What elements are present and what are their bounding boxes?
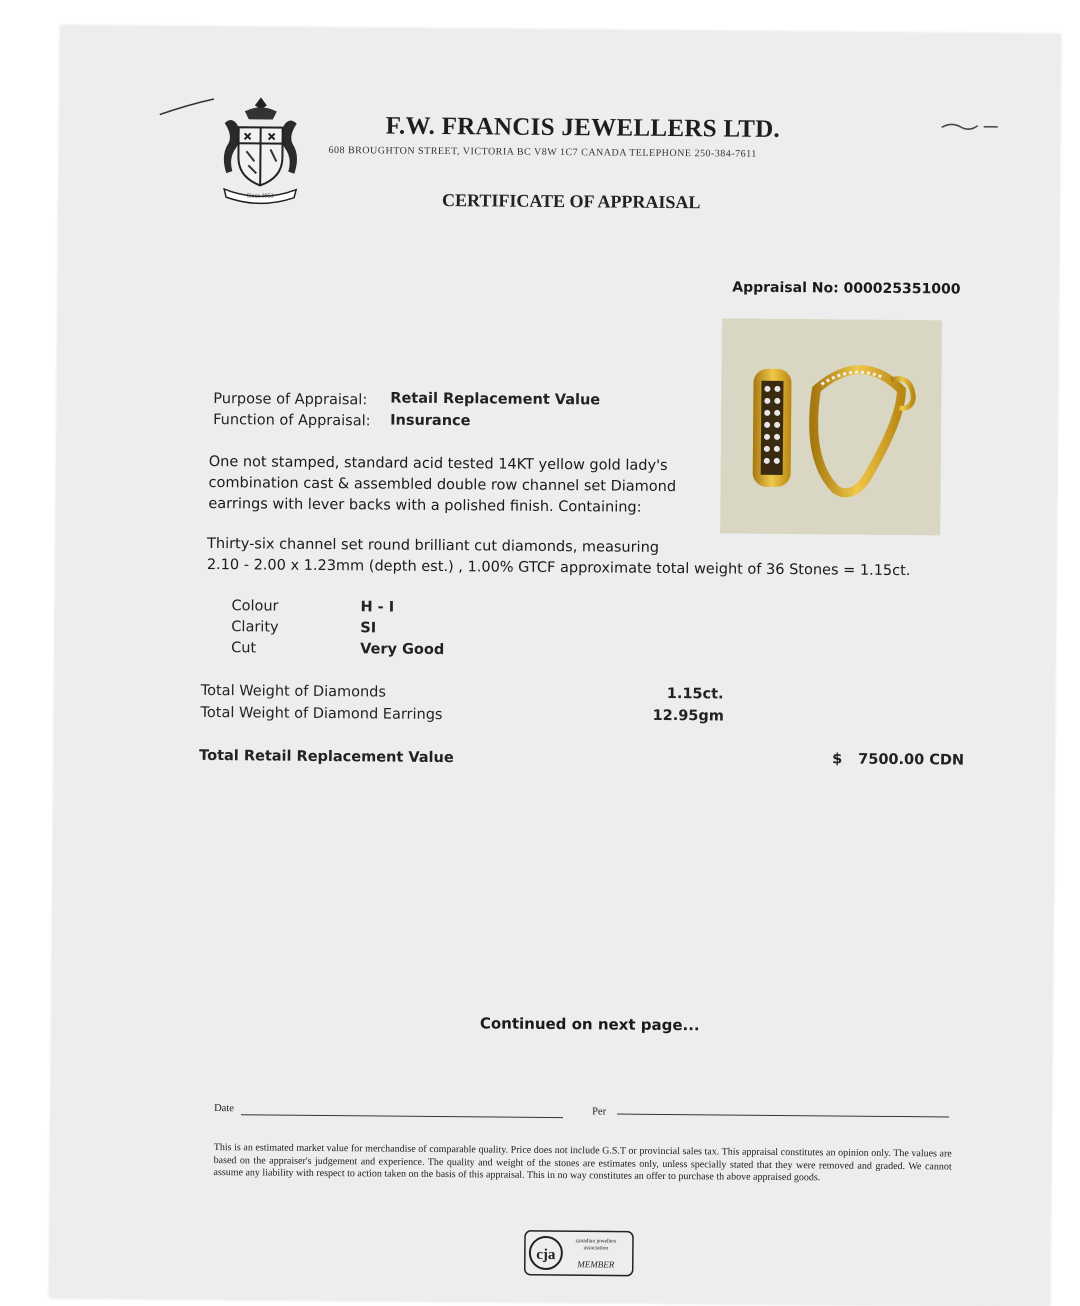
earrings-photo — [720, 318, 942, 535]
grade-label-cut: Cut — [231, 640, 257, 657]
per-label: Per — [592, 1106, 607, 1118]
ink-mark-icon — [940, 119, 1000, 134]
weight-label-earrings: Total Weight of Diamond Earrings — [200, 704, 443, 724]
grade-label-colour: Colour — [231, 598, 279, 615]
function-value: Insurance — [390, 412, 471, 430]
disclaimer-text: This is an estimated market value for merchandise of comparable quality. Price does not include G.S.T or provincial sales tax. This appraisal constitutes an opinion only. The values are based on the appraiser's judgement and experience. The quality and weight of the stones are estimates only, unless specially stated that they were removed and graded. We cannot assume any liability with respect to action taken on the basis of this appraisal. This in no way constitutes an offer to purchase th above appraised goods. — [213, 1142, 952, 1184]
stones-line-2: 2.10 - 2.00 x 1.23mm (depth est.) , 1.00% GTCF approximate total weight of 36 Stones = 1.15ct. — [206, 556, 911, 580]
purpose-label: Purpose of Appraisal: — [213, 391, 368, 409]
stones-line-1: Thirty-six channel set round brilliant cut diamonds, measuring — [206, 535, 660, 556]
crest-logo-icon — [214, 93, 307, 208]
seal-line-1: canadian jewellers — [575, 1238, 617, 1245]
pen-mark-icon — [158, 95, 218, 120]
item-description: One not stamped, standard acid tested 14KT yellow gold lady's combination cast & assembled double row channel set Diamond earrings with lever backs with a polished finish. Containing: — [208, 453, 677, 516]
weight-value-earrings: 12.95gm — [652, 707, 724, 725]
seal-line-2: association — [583, 1245, 609, 1252]
grade-label-clarity: Clarity — [231, 619, 279, 636]
seal-member: MEMBER — [577, 1259, 615, 1270]
logo-banner: Since 1953 — [246, 193, 274, 200]
continued-note: Continued on next page... — [479, 1014, 700, 1035]
total-currency: $ — [832, 751, 843, 768]
total-value: 7500.00 CDN — [858, 751, 965, 769]
weight-value-diamonds: 1.15ct. — [666, 685, 724, 703]
association-member-seal-icon — [524, 1230, 634, 1277]
total-label: Total Retail Replacement Value — [199, 747, 454, 767]
stones-description — [207, 534, 927, 582]
purpose-value: Retail Replacement Value — [390, 390, 601, 409]
grade-value-colour: H - I — [360, 599, 395, 616]
company-address: 608 BROUGHTON STREET, VICTORIA BC V8W 1C7 CANADA TELEPHONE 250-384-7611 — [328, 145, 757, 160]
company-name: F.W. FRANCIS JEWELLERS LTD. — [385, 112, 781, 143]
certificate-title: CERTIFICATE OF APPRAISAL — [441, 189, 701, 213]
svg-text:cja: cja — [536, 1246, 556, 1264]
appraisal-number: Appraisal No: 000025351000 — [732, 279, 961, 298]
grade-value-clarity: SI — [360, 620, 377, 637]
weight-label-diamonds: Total Weight of Diamonds — [200, 682, 387, 701]
certificate-page — [49, 26, 1060, 1306]
date-label: Date — [214, 1103, 235, 1115]
function-label: Function of Appraisal: — [213, 412, 371, 430]
earrings-image — [720, 318, 942, 535]
per-line — [617, 1114, 949, 1118]
date-line — [241, 1114, 563, 1118]
grade-value-cut: Very Good — [360, 641, 445, 659]
